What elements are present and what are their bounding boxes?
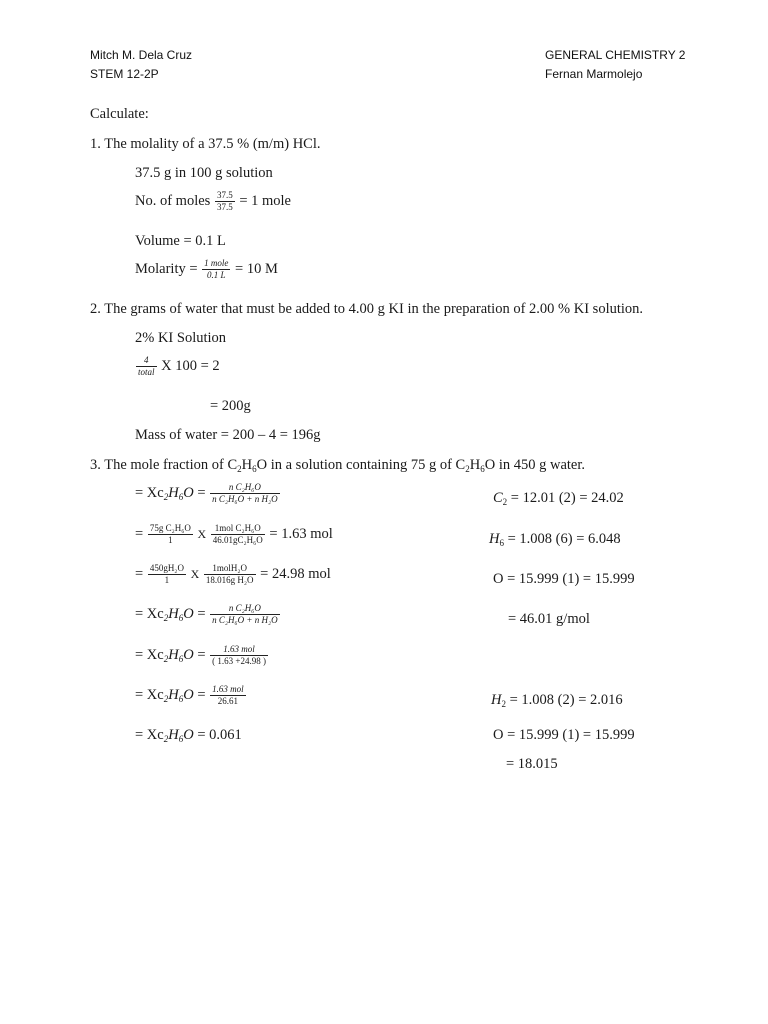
mole-fraction-formula: $\frac{\text{n C₂H₆O}}{\text{n C₂H₆O + n H₂O}}$ [212, 482, 278, 504]
q3-eq-final: = $Xc_2H_6O = 0.061$ [135, 727, 242, 744]
q3-eq-moles-water: = $\frac{\text{450gH₂O}}{1}$ X $\frac{\text{1molH₂O}}{\text{18.016g H₂O}}$ = 24.98 mol [135, 563, 331, 585]
molar-mass-o-water: O = 15.999 (1) = 15.999 [493, 727, 635, 743]
molar-mass-ethanol-total: = 46.01 g/mol [508, 611, 590, 627]
moles-fraction [215, 190, 235, 213]
molarity-numerator: 1 mole [204, 258, 229, 268]
teacher-name: Fernan Marmolejo [545, 67, 643, 81]
ethanol-molar-mass-fraction: $\frac{\text{1mol C₂H₆O}}{\text{46.01gC₂H₆O}}$ [212, 523, 263, 545]
q3-eq-fraction-substituted: = $Xc_2H_6O$ = $\frac{\text{1.63 mol}}{( 1.63 +24.98 )}$ [135, 644, 266, 666]
q2-step-total: = 200g [210, 398, 251, 414]
water-moles-result: = 24.98 mol [260, 565, 331, 582]
moles-label: No. of moles [135, 192, 211, 209]
q2-title: 2. The grams of water that must be added to 4.00 g KI in the preparation of 2.00 % KI solution. [90, 301, 644, 317]
percent-result: X 100 = 2 [161, 357, 220, 374]
molarity-label: Molarity = [135, 260, 198, 277]
moles-result: = 1 mole [239, 192, 291, 209]
student-section: STEM 12-2P [90, 67, 159, 81]
molar-mass-h2: $H_2 = 1.008$ (2) = 2.016 [491, 692, 623, 709]
molar-mass-c2: $C_2 = 12.01$ (2) = 24.02 [493, 490, 624, 507]
q2-step-mass-water: Mass of water = 200 – 4 = 196g [135, 427, 321, 443]
q3-eq-fraction-restated: = $Xc_2H_6O$ = $\frac{\text{n C₂H₆O}}{\text{n C₂H₆O + n H₂O}}$ [135, 603, 278, 625]
course-info [545, 46, 685, 84]
final-answer: = 0.061 [197, 727, 242, 743]
moles-denominator: 37.5 [216, 202, 233, 212]
ethanol-moles-result: = 1.63 mol [269, 525, 333, 542]
q1-title: 1. The molality of a 37.5 % (m/m) HCl. [90, 136, 321, 152]
q2-step-fraction [135, 355, 220, 378]
student-name: Mitch M. Dela Cruz [90, 48, 193, 62]
molar-mass-water-total: = 18.015 [506, 756, 558, 772]
q1-step-solution: 37.5 g in 100 g solution [135, 165, 273, 181]
q1-step-volume: Volume = 0.1 L [135, 233, 226, 249]
molarity-fraction [202, 258, 230, 281]
student-info [90, 46, 192, 84]
molarity-denominator: 0.1 L [202, 269, 230, 281]
q3-eq-moles-ethanol: = $\frac{\text{75g C₂H₆O}}{1}$ X $\frac{\text{1mol C₂H₆O}}{\text{46.01gC₂H₆O}}$ = 1.63 mol [135, 523, 333, 545]
ethanol-mass-fraction: $\frac{\text{75g C₂H₆O}}{1}$ [149, 523, 191, 545]
percent-denominator: total [138, 367, 155, 377]
q1-step-moles [135, 190, 291, 213]
q3-eq-fraction-definition: = $Xc_2H_6O$ = $\frac{\text{n C₂H₆O}}{\text{n C₂H₆O + n H₂O}}$ [135, 482, 278, 504]
water-mass-fraction: $\frac{\text{450gH₂O}}{1}$ [149, 563, 184, 585]
percent-fraction [136, 355, 157, 378]
instructions: Calculate: [90, 106, 149, 122]
molar-mass-h6: $H_6 = 1.008$ (6) = 6.048 [489, 531, 621, 548]
water-molar-mass-fraction: $\frac{\text{1molH₂O}}{\text{18.016g H₂O}}$ [205, 563, 254, 585]
percent-numerator: 4 [144, 355, 149, 365]
q2-step-solution: 2% KI Solution [135, 330, 227, 346]
q3-eq-fraction-summed: = $Xc_2H_6O$ = $\frac{\text{1.63 mol}}{26.61}$ [135, 684, 244, 706]
molarity-result: = 10 M [235, 260, 278, 277]
course-subject: GENERAL CHEMISTRY 2 [545, 48, 686, 62]
moles-numerator: 37.5 [216, 190, 233, 200]
q3-title: 3. The mole fraction of $C_2H_6O$ in a solution containing 75 g of $C_2H_6O$ in 450 g water. [90, 457, 585, 474]
q1-step-molarity [135, 258, 278, 281]
molar-mass-o-ethanol: O = 15.999 (1) = 15.999 [493, 571, 635, 587]
